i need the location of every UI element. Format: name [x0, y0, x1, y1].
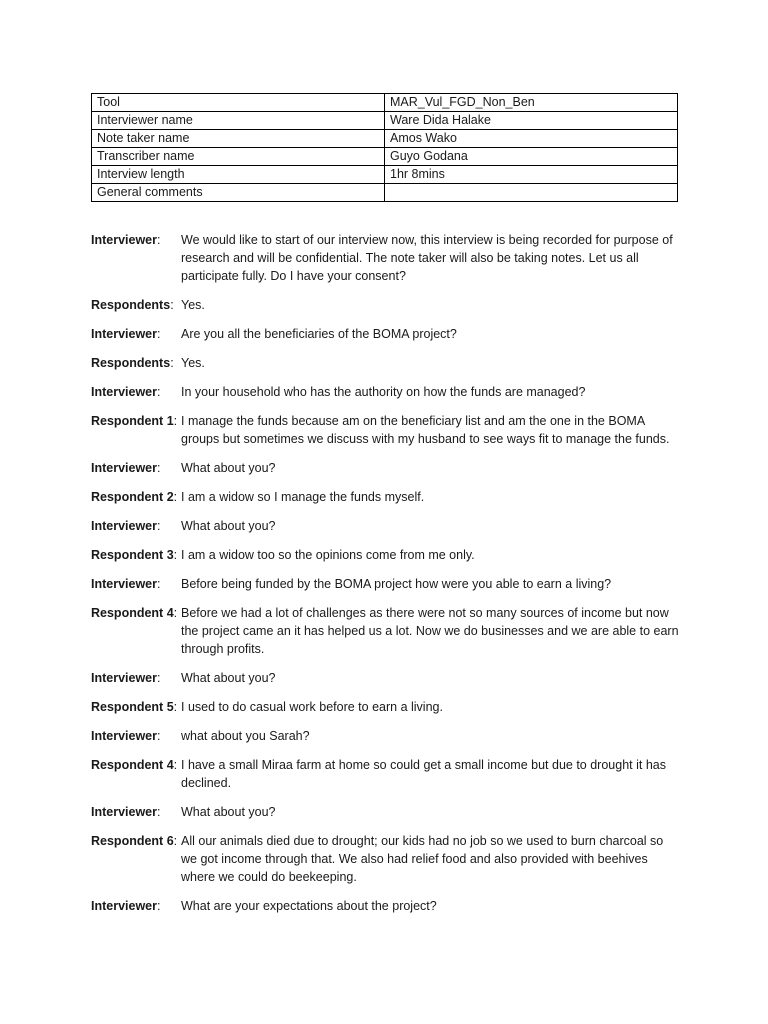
metadata-value: Guyo Godana	[385, 148, 678, 166]
speaker-label: Interviewer:	[91, 327, 161, 341]
speaker-label: Respondent 3:	[91, 548, 178, 562]
transcript-turn	[91, 354, 681, 372]
utterance-text: I am a widow so I manage the funds myself.	[181, 490, 425, 504]
speaker-label: Interviewer:	[91, 233, 161, 247]
speaker-label: Interviewer:	[91, 577, 161, 591]
utterance-text: I have a small Miraa farm at home so could get a small income but due to drought it has declined.	[181, 758, 666, 790]
metadata-value: Ware Dida Halake	[385, 112, 678, 130]
metadata-value: Amos Wako	[385, 130, 678, 148]
transcript	[91, 231, 681, 926]
speaker-name: Interviewer	[91, 233, 158, 247]
transcript-turn	[91, 756, 681, 792]
metadata-table	[91, 93, 678, 202]
speaker-name: Respondent 5	[91, 700, 174, 714]
metadata-label: Transcriber name	[92, 148, 385, 166]
transcript-turn	[91, 231, 681, 285]
speaker-label: Interviewer:	[91, 729, 161, 743]
transcript-turn	[91, 459, 681, 477]
utterance-text: All our animals died due to drought; our kids had no job so we used to burn charcoal so we got income through that. We also had relief food and also provided with beehives where we could do beekeeping.	[181, 834, 664, 884]
utterance-text: Before we had a lot of challenges as there were not so many sources of income but now the project came an it has helped us a lot. Now we do businesses and we are able to earn through profits.	[181, 606, 679, 656]
transcript-turn	[91, 383, 681, 401]
speaker-name: Interviewer	[91, 805, 158, 819]
speaker-name: Respondent 4	[91, 606, 174, 620]
transcript-turn	[91, 897, 681, 915]
speaker-name: Interviewer	[91, 671, 158, 685]
metadata-row	[92, 94, 678, 112]
speaker-name: Interviewer	[91, 461, 158, 475]
metadata-label: Interviewer name	[92, 112, 385, 130]
speaker-name: Interviewer	[91, 577, 158, 591]
utterance-text: What about you?	[181, 461, 276, 475]
speaker-label: Interviewer:	[91, 805, 161, 819]
speaker-label: Respondents:	[91, 356, 174, 370]
transcript-turn	[91, 832, 681, 886]
utterance-text: What about you?	[181, 519, 276, 533]
metadata-row	[92, 166, 678, 184]
speaker-label: Respondent 4:	[91, 758, 178, 772]
transcript-turn	[91, 296, 681, 314]
speaker-label: Interviewer:	[91, 519, 161, 533]
speaker-name: Interviewer	[91, 519, 158, 533]
metadata-label: Tool	[92, 94, 385, 112]
utterance-text: What about you?	[181, 805, 276, 819]
speaker-label: Respondent 5:	[91, 700, 178, 714]
transcript-turn	[91, 803, 681, 821]
speaker-name: Respondents	[91, 298, 171, 312]
speaker-name: Respondents	[91, 356, 171, 370]
utterance-text: Yes.	[181, 298, 205, 312]
speaker-label: Respondent 2:	[91, 490, 178, 504]
transcript-turn	[91, 546, 681, 564]
transcript-turn	[91, 325, 681, 343]
speaker-name: Respondent 2	[91, 490, 174, 504]
speaker-name: Interviewer	[91, 385, 158, 399]
speaker-label: Interviewer:	[91, 461, 161, 475]
transcript-turn	[91, 698, 681, 716]
speaker-label: Respondent 4:	[91, 606, 178, 620]
metadata-value	[385, 184, 678, 202]
metadata-label: General comments	[92, 184, 385, 202]
utterance-text: What about you?	[181, 671, 276, 685]
utterance-text: I manage the funds because am on the beneficiary list and am the one in the BOMA groups but sometimes we discuss with my husband to see ways fit to manage the funds.	[181, 414, 670, 446]
metadata-row	[92, 112, 678, 130]
speaker-name: Respondent 1	[91, 414, 174, 428]
speaker-name: Interviewer	[91, 327, 158, 341]
speaker-name: Respondent 3	[91, 548, 174, 562]
speaker-name: Interviewer	[91, 729, 158, 743]
transcript-turn	[91, 727, 681, 745]
metadata-label: Interview length	[92, 166, 385, 184]
speaker-name: Respondent 4	[91, 758, 174, 772]
speaker-label: Respondents:	[91, 298, 174, 312]
speaker-name: Interviewer	[91, 899, 158, 913]
metadata-row	[92, 130, 678, 148]
speaker-label: Interviewer:	[91, 671, 161, 685]
utterance-text: Are you all the beneficiaries of the BOMA project?	[181, 327, 457, 341]
speaker-name: Respondent 6	[91, 834, 174, 848]
speaker-label: Respondent 1:	[91, 414, 178, 428]
transcript-turn	[91, 517, 681, 535]
utterance-text: what about you Sarah?	[181, 729, 310, 743]
speaker-label: Interviewer:	[91, 899, 161, 913]
utterance-text: I used to do casual work before to earn a living.	[181, 700, 443, 714]
transcript-turn	[91, 575, 681, 593]
metadata-label: Note taker name	[92, 130, 385, 148]
transcript-turn	[91, 488, 681, 506]
transcript-turn	[91, 412, 681, 448]
transcript-turn	[91, 604, 681, 658]
metadata-row	[92, 184, 678, 202]
speaker-label: Respondent 6:	[91, 834, 178, 848]
metadata-row	[92, 148, 678, 166]
utterance-text: Yes.	[181, 356, 205, 370]
utterance-text: Before being funded by the BOMA project how were you able to earn a living?	[181, 577, 612, 591]
utterance-text: In your household who has the authority on how the funds are managed?	[181, 385, 586, 399]
transcript-turn	[91, 669, 681, 687]
utterance-text: I am a widow too so the opinions come from me only.	[181, 548, 475, 562]
utterance-text: We would like to start of our interview now, this interview is being recorded for purpose of research and will be confidential. The note taker will also be taking notes. Let us all participate fully. Do I have your consent?	[181, 233, 673, 283]
utterance-text: What are your expectations about the project?	[181, 899, 437, 913]
speaker-label: Interviewer:	[91, 385, 161, 399]
metadata-value: MAR_Vul_FGD_Non_Ben	[385, 94, 678, 112]
metadata-value: 1hr 8mins	[385, 166, 678, 184]
